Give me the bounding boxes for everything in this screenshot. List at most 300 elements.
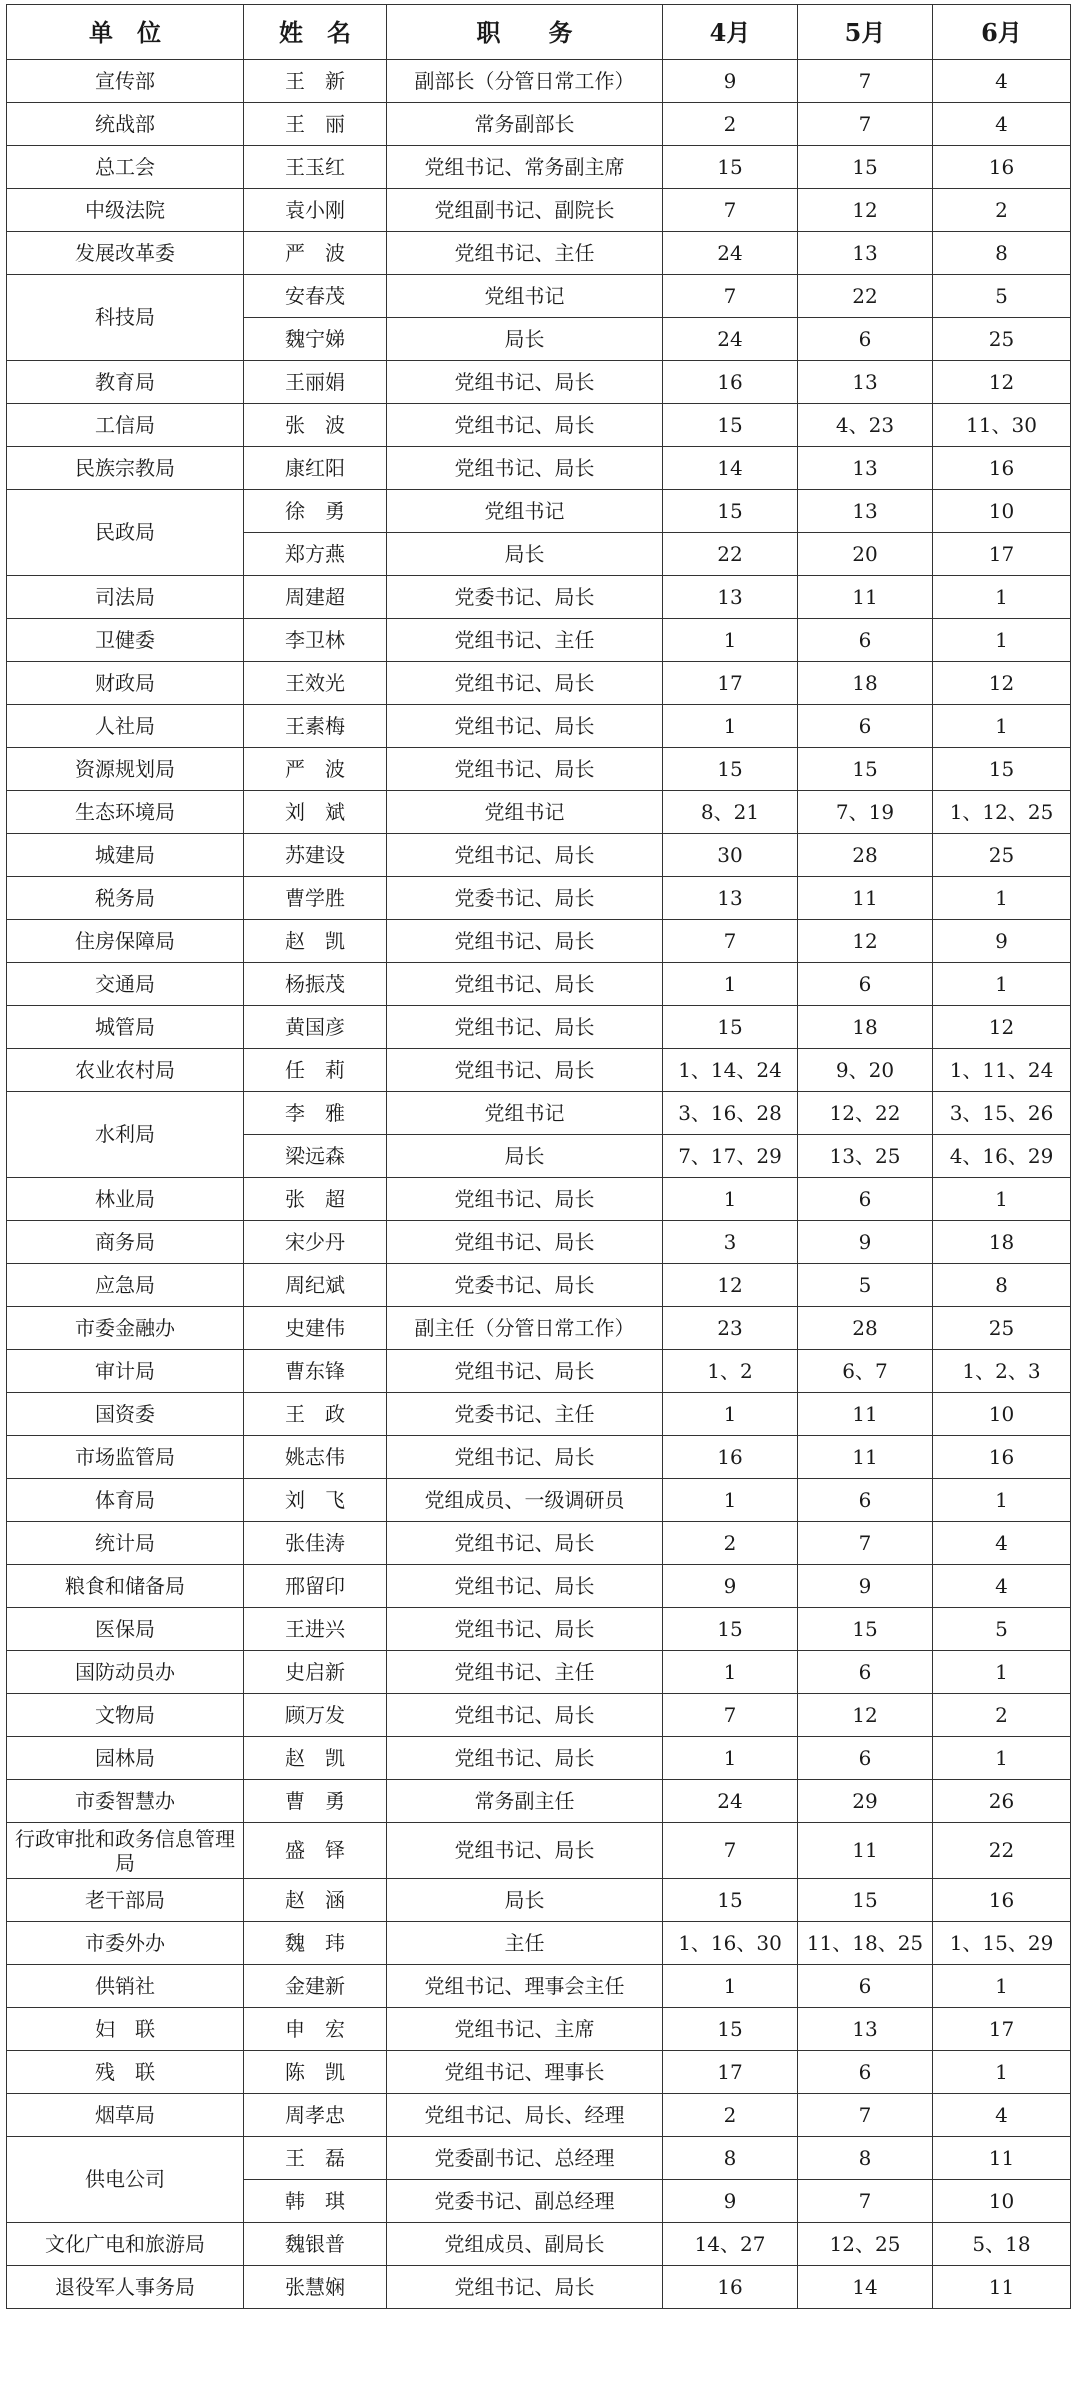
may-cell: 6	[798, 963, 933, 1006]
table-row	[7, 576, 1071, 619]
name-cell: 王 政	[244, 1393, 387, 1436]
june-cell: 12	[933, 361, 1071, 404]
title-cell: 党组书记	[387, 275, 663, 318]
table-row	[7, 662, 1071, 705]
table-row	[7, 1049, 1071, 1092]
unit-cell: 中级法院	[7, 189, 244, 232]
april-cell: 16	[663, 1436, 798, 1479]
unit-cell: 市委智慧办	[7, 1780, 244, 1823]
name-cell: 周建超	[244, 576, 387, 619]
april-cell: 22	[663, 533, 798, 576]
april-cell: 9	[663, 2180, 798, 2223]
name-cell: 周孝忠	[244, 2094, 387, 2137]
title-cell: 副主任（分管日常工作）	[387, 1307, 663, 1350]
title-cell: 党组书记、局长	[387, 1049, 663, 1092]
name-cell: 张慧娴	[244, 2266, 387, 2309]
june-cell: 22	[933, 1823, 1071, 1879]
april-cell: 24	[663, 232, 798, 275]
name-cell: 王素梅	[244, 705, 387, 748]
may-cell: 11	[798, 576, 933, 619]
may-cell: 8	[798, 2137, 933, 2180]
may-cell: 28	[798, 834, 933, 877]
june-cell: 15	[933, 748, 1071, 791]
name-cell: 李 雅	[244, 1092, 387, 1135]
april-cell: 2	[663, 2094, 798, 2137]
title-cell: 党组书记、局长	[387, 963, 663, 1006]
name-cell: 李卫林	[244, 619, 387, 662]
unit-cell: 卫健委	[7, 619, 244, 662]
header-title: 职 务	[387, 5, 663, 60]
title-cell: 党组书记、局长	[387, 1178, 663, 1221]
april-cell: 24	[663, 318, 798, 361]
title-cell: 党组书记、局长	[387, 1006, 663, 1049]
table-row	[7, 920, 1071, 963]
may-cell: 11	[798, 1393, 933, 1436]
name-cell: 郑方燕	[244, 533, 387, 576]
may-cell: 15	[798, 748, 933, 791]
table-row	[7, 1694, 1071, 1737]
table-row	[7, 1879, 1071, 1922]
june-cell: 1	[933, 576, 1071, 619]
title-cell: 党组书记、理事长	[387, 2051, 663, 2094]
june-cell: 5	[933, 1608, 1071, 1651]
may-cell: 11、18、25	[798, 1922, 933, 1965]
table-row	[7, 1350, 1071, 1393]
may-cell: 7	[798, 1522, 933, 1565]
april-cell: 14、27	[663, 2223, 798, 2266]
header-may: 5月	[798, 5, 933, 60]
table-row	[7, 60, 1071, 103]
may-cell: 12	[798, 920, 933, 963]
title-cell: 党组副书记、副院长	[387, 189, 663, 232]
title-cell: 党组书记、局长	[387, 920, 663, 963]
title-cell: 党组书记、主席	[387, 2008, 663, 2051]
may-cell: 6	[798, 1965, 933, 2008]
table-row	[7, 1006, 1071, 1049]
may-cell: 6	[798, 1479, 933, 1522]
unit-cell: 总工会	[7, 146, 244, 189]
may-cell: 13	[798, 2008, 933, 2051]
unit-cell: 农业农村局	[7, 1049, 244, 1092]
june-cell: 12	[933, 1006, 1071, 1049]
june-cell: 10	[933, 1393, 1071, 1436]
june-cell: 5、18	[933, 2223, 1071, 2266]
june-cell: 25	[933, 318, 1071, 361]
april-cell: 24	[663, 1780, 798, 1823]
title-cell: 副部长（分管日常工作）	[387, 60, 663, 103]
may-cell: 9	[798, 1221, 933, 1264]
table-row	[7, 232, 1071, 275]
unit-cell: 烟草局	[7, 2094, 244, 2137]
title-cell: 党委书记、局长	[387, 877, 663, 920]
name-cell: 邢留印	[244, 1565, 387, 1608]
may-cell: 7	[798, 60, 933, 103]
may-cell: 22	[798, 275, 933, 318]
title-cell: 党委书记、局长	[387, 576, 663, 619]
may-cell: 12、25	[798, 2223, 933, 2266]
table-row	[7, 1608, 1071, 1651]
title-cell: 党组书记、局长	[387, 1565, 663, 1608]
april-cell: 7	[663, 1694, 798, 1737]
may-cell: 6	[798, 1178, 933, 1221]
june-cell: 16	[933, 447, 1071, 490]
name-cell: 王 丽	[244, 103, 387, 146]
may-cell: 4、23	[798, 404, 933, 447]
title-cell: 党委书记、局长	[387, 1264, 663, 1307]
april-cell: 9	[663, 1565, 798, 1608]
may-cell: 13	[798, 447, 933, 490]
unit-cell: 行政审批和政务信息管理局	[7, 1823, 244, 1879]
table-row	[7, 1922, 1071, 1965]
name-cell: 赵 涵	[244, 1879, 387, 1922]
title-cell: 党组书记、主任	[387, 1651, 663, 1694]
april-cell: 15	[663, 2008, 798, 2051]
june-cell: 25	[933, 1307, 1071, 1350]
june-cell: 5	[933, 275, 1071, 318]
name-cell: 王 新	[244, 60, 387, 103]
unit-cell: 科技局	[7, 275, 244, 361]
april-cell: 14	[663, 447, 798, 490]
june-cell: 4	[933, 60, 1071, 103]
unit-cell: 市委外办	[7, 1922, 244, 1965]
may-cell: 6	[798, 318, 933, 361]
june-cell: 1	[933, 1651, 1071, 1694]
header-june: 6月	[933, 5, 1071, 60]
table-row	[7, 447, 1071, 490]
april-cell: 15	[663, 490, 798, 533]
april-cell: 30	[663, 834, 798, 877]
june-cell: 1	[933, 963, 1071, 1006]
table-row	[7, 1565, 1071, 1608]
june-cell: 8	[933, 232, 1071, 275]
may-cell: 5	[798, 1264, 933, 1307]
title-cell: 党组书记、局长	[387, 2266, 663, 2309]
unit-cell: 发展改革委	[7, 232, 244, 275]
april-cell: 15	[663, 1879, 798, 1922]
april-cell: 3、16、28	[663, 1092, 798, 1135]
unit-cell: 住房保障局	[7, 920, 244, 963]
april-cell: 15	[663, 404, 798, 447]
may-cell: 15	[798, 1879, 933, 1922]
title-cell: 党组书记、局长	[387, 447, 663, 490]
title-cell: 局长	[387, 1879, 663, 1922]
title-cell: 党组书记	[387, 490, 663, 533]
title-cell: 党组书记、局长	[387, 361, 663, 404]
may-cell: 12、22	[798, 1092, 933, 1135]
june-cell: 4、16、29	[933, 1135, 1071, 1178]
unit-cell: 供销社	[7, 1965, 244, 2008]
april-cell: 1	[663, 705, 798, 748]
title-cell: 党委书记、副总经理	[387, 2180, 663, 2223]
may-cell: 20	[798, 533, 933, 576]
table-row	[7, 748, 1071, 791]
unit-cell: 市委金融办	[7, 1307, 244, 1350]
april-cell: 13	[663, 576, 798, 619]
april-cell: 1	[663, 963, 798, 1006]
title-cell: 党组书记、局长、经理	[387, 2094, 663, 2137]
june-cell: 1	[933, 705, 1071, 748]
april-cell: 2	[663, 1522, 798, 1565]
june-cell: 1、12、25	[933, 791, 1071, 834]
may-cell: 15	[798, 1608, 933, 1651]
name-cell: 王进兴	[244, 1608, 387, 1651]
name-cell: 史建伟	[244, 1307, 387, 1350]
schedule-table	[6, 4, 1071, 2309]
june-cell: 17	[933, 533, 1071, 576]
name-cell: 张佳涛	[244, 1522, 387, 1565]
may-cell: 29	[798, 1780, 933, 1823]
header-name: 姓 名	[244, 5, 387, 60]
table-row	[7, 2008, 1071, 2051]
unit-cell: 人社局	[7, 705, 244, 748]
name-cell: 任 莉	[244, 1049, 387, 1092]
name-cell: 王效光	[244, 662, 387, 705]
unit-cell: 老干部局	[7, 1879, 244, 1922]
title-cell: 党组书记、局长	[387, 1737, 663, 1780]
june-cell: 25	[933, 834, 1071, 877]
table-row	[7, 1221, 1071, 1264]
june-cell: 1	[933, 1965, 1071, 2008]
name-cell: 韩 琪	[244, 2180, 387, 2223]
april-cell: 15	[663, 146, 798, 189]
table-row	[7, 361, 1071, 404]
table-row	[7, 1651, 1071, 1694]
name-cell: 史启新	[244, 1651, 387, 1694]
title-cell: 党组书记、局长	[387, 1436, 663, 1479]
april-cell: 7	[663, 1823, 798, 1879]
unit-cell: 残 联	[7, 2051, 244, 2094]
name-cell: 王玉红	[244, 146, 387, 189]
unit-cell: 供电公司	[7, 2137, 244, 2223]
june-cell: 12	[933, 662, 1071, 705]
table-row	[7, 103, 1071, 146]
name-cell: 苏建设	[244, 834, 387, 877]
april-cell: 8	[663, 2137, 798, 2180]
table-row	[7, 1307, 1071, 1350]
may-cell: 6	[798, 2051, 933, 2094]
table-row	[7, 1522, 1071, 1565]
name-cell: 袁小刚	[244, 189, 387, 232]
may-cell: 14	[798, 2266, 933, 2309]
title-cell: 党组成员、一级调研员	[387, 1479, 663, 1522]
name-cell: 黄国彦	[244, 1006, 387, 1049]
unit-cell: 退役军人事务局	[7, 2266, 244, 2309]
april-cell: 16	[663, 2266, 798, 2309]
june-cell: 11、30	[933, 404, 1071, 447]
name-cell: 魏 玮	[244, 1922, 387, 1965]
april-cell: 1	[663, 1178, 798, 1221]
table-row	[7, 146, 1071, 189]
april-cell: 1	[663, 1651, 798, 1694]
name-cell: 宋少丹	[244, 1221, 387, 1264]
name-cell: 姚志伟	[244, 1436, 387, 1479]
title-cell: 党组书记	[387, 1092, 663, 1135]
may-cell: 13	[798, 361, 933, 404]
unit-cell: 统计局	[7, 1522, 244, 1565]
unit-cell: 财政局	[7, 662, 244, 705]
unit-cell: 妇 联	[7, 2008, 244, 2051]
april-cell: 16	[663, 361, 798, 404]
june-cell: 4	[933, 1522, 1071, 1565]
april-cell: 8、21	[663, 791, 798, 834]
name-cell: 陈 凯	[244, 2051, 387, 2094]
unit-cell: 城管局	[7, 1006, 244, 1049]
may-cell: 7	[798, 2180, 933, 2223]
april-cell: 7、17、29	[663, 1135, 798, 1178]
june-cell: 1	[933, 619, 1071, 662]
name-cell: 魏银普	[244, 2223, 387, 2266]
name-cell: 梁远森	[244, 1135, 387, 1178]
april-cell: 1、16、30	[663, 1922, 798, 1965]
june-cell: 10	[933, 490, 1071, 533]
table-row	[7, 1092, 1071, 1135]
june-cell: 1、11、24	[933, 1049, 1071, 1092]
title-cell: 党组书记、主任	[387, 619, 663, 662]
table-row	[7, 404, 1071, 447]
april-cell: 17	[663, 662, 798, 705]
title-cell: 党委副书记、总经理	[387, 2137, 663, 2180]
unit-cell: 国资委	[7, 1393, 244, 1436]
table-row	[7, 1965, 1071, 2008]
name-cell: 赵 凯	[244, 1737, 387, 1780]
may-cell: 6	[798, 1651, 933, 1694]
table-row	[7, 1737, 1071, 1780]
may-cell: 6	[798, 619, 933, 662]
title-cell: 常务副部长	[387, 103, 663, 146]
table-row	[7, 2266, 1071, 2309]
unit-cell: 资源规划局	[7, 748, 244, 791]
unit-cell: 林业局	[7, 1178, 244, 1221]
table-row	[7, 791, 1071, 834]
unit-cell: 文物局	[7, 1694, 244, 1737]
name-cell: 曹 勇	[244, 1780, 387, 1823]
name-cell: 张 波	[244, 404, 387, 447]
title-cell: 党组书记、局长	[387, 1350, 663, 1393]
april-cell: 1	[663, 1393, 798, 1436]
april-cell: 1	[663, 619, 798, 662]
table-row	[7, 2051, 1071, 2094]
title-cell: 局长	[387, 318, 663, 361]
may-cell: 6	[798, 705, 933, 748]
unit-cell: 市场监管局	[7, 1436, 244, 1479]
title-cell: 常务副主任	[387, 1780, 663, 1823]
table-row	[7, 2094, 1071, 2137]
unit-cell: 粮食和储备局	[7, 1565, 244, 1608]
table-row	[7, 877, 1071, 920]
may-cell: 15	[798, 146, 933, 189]
title-cell: 党组书记、局长	[387, 662, 663, 705]
may-cell: 7	[798, 2094, 933, 2137]
unit-cell: 商务局	[7, 1221, 244, 1264]
title-cell: 党委书记、主任	[387, 1393, 663, 1436]
unit-cell: 应急局	[7, 1264, 244, 1307]
june-cell: 4	[933, 103, 1071, 146]
title-cell: 党组书记、局长	[387, 705, 663, 748]
june-cell: 11	[933, 2137, 1071, 2180]
header-row	[7, 5, 1071, 60]
name-cell: 顾万发	[244, 1694, 387, 1737]
april-cell: 1	[663, 1479, 798, 1522]
name-cell: 申 宏	[244, 2008, 387, 2051]
title-cell: 党组书记、常务副主席	[387, 146, 663, 189]
name-cell: 魏宁娣	[244, 318, 387, 361]
table-row	[7, 619, 1071, 662]
title-cell: 党组成员、副局长	[387, 2223, 663, 2266]
april-cell: 7	[663, 920, 798, 963]
table-row	[7, 1436, 1071, 1479]
april-cell: 12	[663, 1264, 798, 1307]
name-cell: 曹东锋	[244, 1350, 387, 1393]
name-cell: 金建新	[244, 1965, 387, 2008]
title-cell: 主任	[387, 1922, 663, 1965]
table-row	[7, 1264, 1071, 1307]
title-cell: 党组书记、理事会主任	[387, 1965, 663, 2008]
name-cell: 刘 斌	[244, 791, 387, 834]
april-cell: 3	[663, 1221, 798, 1264]
unit-cell: 文化广电和旅游局	[7, 2223, 244, 2266]
unit-cell: 国防动员办	[7, 1651, 244, 1694]
june-cell: 4	[933, 2094, 1071, 2137]
title-cell: 党组书记、局长	[387, 1694, 663, 1737]
table-row	[7, 2223, 1071, 2266]
june-cell: 16	[933, 146, 1071, 189]
april-cell: 1	[663, 1965, 798, 2008]
unit-cell: 体育局	[7, 1479, 244, 1522]
table-row	[7, 1780, 1071, 1823]
june-cell: 18	[933, 1221, 1071, 1264]
name-cell: 康红阳	[244, 447, 387, 490]
table-row	[7, 275, 1071, 318]
june-cell: 11	[933, 2266, 1071, 2309]
unit-cell: 生态环境局	[7, 791, 244, 834]
june-cell: 2	[933, 189, 1071, 232]
may-cell: 28	[798, 1307, 933, 1350]
name-cell: 安春茂	[244, 275, 387, 318]
title-cell: 党组书记、局长	[387, 1608, 663, 1651]
table-row	[7, 834, 1071, 877]
unit-cell: 水利局	[7, 1092, 244, 1178]
may-cell: 6	[798, 1737, 933, 1780]
table-row	[7, 963, 1071, 1006]
april-cell: 1、14、24	[663, 1049, 798, 1092]
name-cell: 严 波	[244, 748, 387, 791]
unit-cell: 民族宗教局	[7, 447, 244, 490]
may-cell: 6、7	[798, 1350, 933, 1393]
may-cell: 9	[798, 1565, 933, 1608]
unit-cell: 审计局	[7, 1350, 244, 1393]
title-cell: 党组书记、局长	[387, 834, 663, 877]
unit-cell: 司法局	[7, 576, 244, 619]
unit-cell: 统战部	[7, 103, 244, 146]
april-cell: 13	[663, 877, 798, 920]
may-cell: 13、25	[798, 1135, 933, 1178]
june-cell: 1	[933, 877, 1071, 920]
title-cell: 党组书记、局长	[387, 1522, 663, 1565]
april-cell: 23	[663, 1307, 798, 1350]
unit-cell: 教育局	[7, 361, 244, 404]
april-cell: 9	[663, 60, 798, 103]
unit-cell: 园林局	[7, 1737, 244, 1780]
title-cell: 党组书记、局长	[387, 1823, 663, 1879]
table-row	[7, 2137, 1071, 2180]
may-cell: 18	[798, 1006, 933, 1049]
may-cell: 18	[798, 662, 933, 705]
june-cell: 2	[933, 1694, 1071, 1737]
unit-cell: 民政局	[7, 490, 244, 576]
unit-cell: 城建局	[7, 834, 244, 877]
title-cell: 党组书记、局长	[387, 1221, 663, 1264]
unit-cell: 交通局	[7, 963, 244, 1006]
